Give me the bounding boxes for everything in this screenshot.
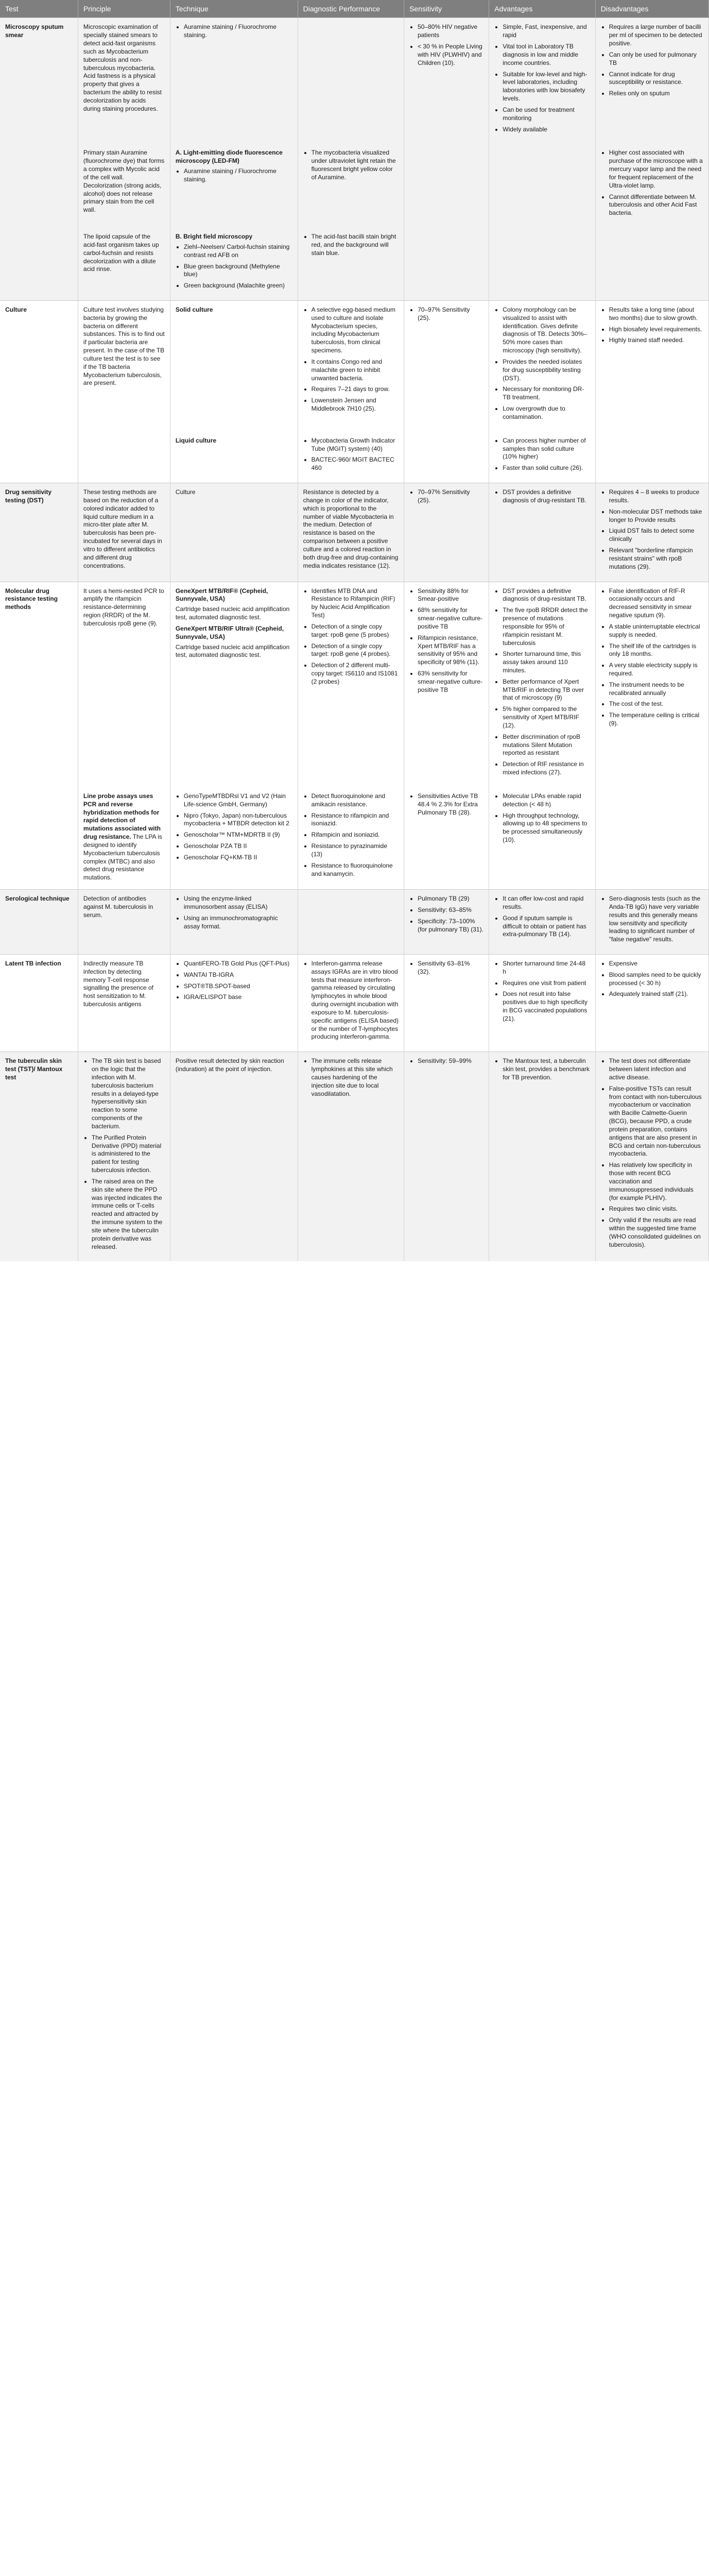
technique-item: • IGRA/ELISPOT base <box>184 993 292 1002</box>
cell-disadvantages <box>595 18 708 144</box>
cell-principle <box>78 432 170 483</box>
technique-list <box>176 167 292 184</box>
principle-bold: Line probe assays uses PCR and reverse hybridization methods for rapid detection of mutations associated with drug resistance. <box>83 792 161 841</box>
diagnostic-item: • The immune cells release lymphokines at this site which causes hardening of the injection site due to local vasodilatation. <box>312 1057 399 1098</box>
cell-sensitivity <box>404 955 489 1052</box>
sensitivity-item: • Specificity: 73–100% (for pulmonary TB) (31). <box>418 918 483 934</box>
cell-technique <box>170 890 298 955</box>
cell-diagnostic-performance <box>298 955 404 1052</box>
disadvantage-item: • Expensive <box>609 960 703 968</box>
advantage-list <box>494 306 590 421</box>
cell-principle <box>78 787 170 890</box>
principle-list <box>83 1057 165 1251</box>
cell-disadvantages <box>595 301 708 432</box>
header-principle: Principle <box>78 0 170 18</box>
technique-list <box>176 243 292 290</box>
advantage-item: • Good if sputum sample is difficult to obtain or patient has extra-pulmonary TB (14). <box>503 914 590 939</box>
sensitivity-item: • 70–97% Sensitivity (25). <box>418 488 483 505</box>
cell-test <box>0 144 78 228</box>
technique-block-heading: GeneXpert MTB/RIF® (Cepheid, Sunnyvale, USA) <box>175 587 268 603</box>
technique-list <box>176 792 292 862</box>
diagnostic-item: • BACTEC-960/ MGIT BACTEC 460 <box>312 456 399 472</box>
cell-advantages <box>489 483 595 582</box>
principle-text: Indirectly measure TB infection by detecting memory T-cell response signalling the presence of host sensitization to M. tuberculosis antigens <box>83 960 153 1008</box>
cell-sensitivity <box>404 144 489 228</box>
technique-item: • GenoTypeMTBDRsl V1 and V2 (Hain Life-science GmbH, Germany) <box>184 792 292 809</box>
diagnostic-item: • Lowenstein Jensen and Middlebrook 7H10 (25). <box>312 397 399 413</box>
diagnostic-item: • Detection of 2 different multi-copy target: IS6110 and IS1081 (2 probes) <box>312 662 399 686</box>
disadvantage-item: • Requires two clinic visits. <box>609 1205 703 1213</box>
table-row <box>0 582 709 787</box>
cell-principle <box>78 18 170 144</box>
sensitivity-item: • Pulmonary TB (29) <box>418 895 483 903</box>
cell-advantages <box>489 144 595 228</box>
sensitivity-list <box>409 587 483 694</box>
diagnostic-item: • Detection of a single copy target: rpoB gene (4 probes). <box>312 642 399 659</box>
sensitivity-item: • 50–80% HIV negative patients <box>418 23 483 40</box>
diagnostic-list <box>303 1057 399 1098</box>
cell-technique <box>170 301 298 432</box>
principle-text: It uses a hemi-nested PCR to amplify the rifampicin resistance-determining region (RRDR) of the M. tuberculosis rpoB gene (9). <box>83 587 164 627</box>
diagnostic-list <box>303 960 399 1041</box>
disadvantage-item: • The shelf life of the cartridges is only 18 months. <box>609 642 703 659</box>
cell-technique <box>170 144 298 228</box>
sensitivity-list <box>409 792 483 817</box>
technique-text: Positive result detected by skin reaction (induration) at the point of injection. <box>175 1057 284 1073</box>
table-header <box>0 0 709 18</box>
diagnostic-list <box>303 306 399 413</box>
disadvantage-item: • Cannot differentiate between M. tuberculosis and other Acid Fast bacteria. <box>609 193 703 217</box>
cell-advantages <box>489 432 595 483</box>
cell-test <box>0 787 78 890</box>
cell-sensitivity <box>404 18 489 144</box>
technique-item: • Using the enzyme-linked immunosorbent assay (ELISA) <box>184 895 292 911</box>
disadvantage-item: • The cost of the test. <box>609 700 703 708</box>
table-row <box>0 890 709 955</box>
technique-heading: B. Bright field microscopy <box>175 233 253 241</box>
diagnostic-item: • Resistance to rifampicin and isoniazid. <box>312 812 399 828</box>
cell-advantages <box>489 301 595 432</box>
sensitivity-list <box>409 306 483 323</box>
sensitivity-list <box>409 23 483 67</box>
tb-diagnostics-table <box>0 0 709 1261</box>
diagnostic-item: • Resistance to pyrazinamide (13) <box>312 842 399 859</box>
disadvantage-item: • False identification of RIF-R occasionally occurs and decreased sensitivity in smear negative sputum (9). <box>609 587 703 620</box>
header-disadvantages: Disadvantages <box>595 0 708 18</box>
header-advantages: Advantages <box>489 0 595 18</box>
cell-disadvantages <box>595 1052 708 1262</box>
cell-technique <box>170 955 298 1052</box>
sensitivity-item: • Sensitivity 63–81% (32). <box>418 960 483 976</box>
technique-list <box>176 960 292 1002</box>
advantage-item: • Better discrimination of rpoB mutations Silent Mutation reported as resistant <box>503 733 590 757</box>
principle-text: Detection of antibodies against M. tuberculosis in serum. <box>83 895 153 919</box>
table-row <box>0 955 709 1052</box>
cell-sensitivity <box>404 432 489 483</box>
sensitivity-list <box>409 488 483 505</box>
disadvantage-list <box>601 895 703 944</box>
cell-principle <box>78 228 170 300</box>
advantage-item: • Shorter turnaround time, this assay takes around 110 minutes. <box>503 650 590 674</box>
principle-rest: The LPA is designed to identify Mycobacterium tuberculosis complex (MTBC) and also detect drug resistance mutations. <box>83 833 162 882</box>
cell-technique <box>170 787 298 890</box>
technique-item: • Blue green background (Methylene blue) <box>184 263 292 279</box>
disadvantage-item: • Cannot indicate for drug susceptibility or resistance. <box>609 71 703 87</box>
diagnostic-item: • Requires 7–21 days to grow. <box>312 385 399 394</box>
advantage-item: • Can process higher number of samples than solid culture (10% higher) <box>503 437 590 461</box>
table-row <box>0 787 709 890</box>
technique-heading: Solid culture <box>175 306 213 313</box>
principle-text: Culture test involves studying bacteria by growing the bacteria on different substances. This is to find out if particular bacteria are present. In the case of the TB culture test the test is to see if the TB bacteria Mycobacterium tuberculosis, are present. <box>83 306 165 387</box>
diagnostic-item: • A selective egg-based medium used to culture and isolate Mycobacterium species, including Mycobacterium tuberculosis, from clinical specimens. <box>312 306 399 355</box>
disadvantage-item: • Only valid if the results are read within the suggested time frame (WHO consolidated guidelines on tuberculosis). <box>609 1216 703 1249</box>
table-row <box>0 1052 709 1262</box>
cell-advantages <box>489 890 595 955</box>
technique-item: • Green background (Malachite green) <box>184 282 292 290</box>
technique-item: • SPOT®TB.SPOT-based <box>184 982 292 991</box>
disadvantage-item: • Relevant "borderline rifampicin resistant strains" with rpoB mutations (29). <box>609 547 703 571</box>
advantage-list <box>494 895 590 939</box>
sensitivity-item: • Sensitivities Active TB 48.4 % 2.3% for Extra Pulmonary TB (28). <box>418 792 483 817</box>
cell-technique <box>170 1052 298 1262</box>
technique-list <box>176 895 292 930</box>
cell-test: Latent TB infection <box>0 955 78 1052</box>
cell-advantages <box>489 18 595 144</box>
advantage-item: • Colony morphology can be visualized to assist with identification. Gives definite diagnosis of TB. Detects 30%–50% more cases than microscopy (high sensitivity). <box>503 306 590 355</box>
advantage-item: • Does not result into false positives due to high specificity in BCG vaccinated populations (21). <box>503 990 590 1023</box>
diagnostic-item: • Detect fluoroquinolone and amikacin resistance. <box>312 792 399 809</box>
principle-item: • The TB skin test is based on the logic that the infection with M. tuberculosis bacterium results in a delayed-type hypersensitivity skin reaction to some components of the bacterium. <box>92 1057 165 1130</box>
advantage-item: • Better performance of Xpert MTB/RIF in detecting TB over that of microscopy (9) <box>503 678 590 702</box>
cell-principle <box>78 955 170 1052</box>
principle-item: • The Purified Protein Derivative (PPD) material is administered to the patient for testing tuberculosis infection. <box>92 1134 165 1175</box>
disadvantage-item: • False-positive TSTs can result from contact with non-tuberculous mycobacterium or vaccination with Bacille Calmette-Guerin (BCG), because PPD, a crude protein preparation, contains antigens that are also present in BCG and certain non-tuberculous mycobacteria. <box>609 1085 703 1158</box>
technique-item: • Ziehl–Neelsen/ Carbol-fuchsin staining contrast red AFB on <box>184 243 292 260</box>
principle-item: • The raised area on the skin site where the PPD was injected indicates the immune cells or T-cells reacted and attracted by the immune system to the site where the tuberculin protein derivative was released. <box>92 1178 165 1251</box>
diagnostic-list <box>303 437 399 472</box>
technique-item: • QuantiFERO-TB Gold Plus (QFT-Plus) <box>184 960 292 968</box>
advantage-list <box>494 960 590 1023</box>
cell-principle <box>78 582 170 787</box>
disadvantage-item: • Non-molecular DST methods take longer to Provide results <box>609 508 703 524</box>
cell-sensitivity <box>404 1052 489 1262</box>
sensitivity-item: • Sensitivity 88% for Smear-positive <box>418 587 483 604</box>
technique-list <box>176 23 292 40</box>
disadvantage-item: • High biosafety level requirements. <box>609 326 703 334</box>
diagnostic-item: • Detection of a single copy target: rpoB gene (5 probes) <box>312 623 399 639</box>
technique-item: • Auramine staining / Fluorochrome staining. <box>184 167 292 184</box>
cell-diagnostic-performance <box>298 890 404 955</box>
technique-item: • Genoscholar PZA TB II <box>184 842 292 851</box>
header-test: Test <box>0 0 78 18</box>
technique-block-heading: GeneXpert MTB/RIF Ultra® (Cepheid, Sunnyvale, USA) <box>175 624 284 640</box>
cell-technique <box>170 228 298 300</box>
sensitivity-item: • 63% sensitivity for smear-negative culture-positive TB <box>418 670 483 694</box>
sensitivity-list <box>409 1057 483 1065</box>
diagnostic-item: • Identifies MTB DNA and Resistance to Rifampicin (RIF) by Nucleic Acid Amplification Test) <box>312 587 399 620</box>
cell-diagnostic-performance <box>298 144 404 228</box>
advantage-item: • Molecular LPAs enable rapid detection (< 48 h) <box>503 792 590 809</box>
technique-item: • Auramine staining / Fluorochrome staining. <box>184 23 292 40</box>
disadvantage-item: • A very stable electricity supply is required. <box>609 662 703 678</box>
sensitivity-list <box>409 895 483 934</box>
advantage-list <box>494 437 590 472</box>
cell-test <box>0 432 78 483</box>
advantage-item: • Suitable for low-level and high-level laboratories, including laboratories with low biosafety levels. <box>503 71 590 103</box>
diagnostic-list <box>303 587 399 686</box>
cell-advantages <box>489 955 595 1052</box>
table-body <box>0 18 709 1261</box>
disadvantage-item: • The temperature ceiling is critical (9). <box>609 711 703 728</box>
disadvantage-list <box>601 23 703 98</box>
cell-disadvantages <box>595 955 708 1052</box>
cell-disadvantages <box>595 483 708 582</box>
disadvantage-item: • Highly trained staff needed. <box>609 336 703 345</box>
cell-sensitivity <box>404 582 489 787</box>
table-row <box>0 18 709 144</box>
cell-disadvantages <box>595 582 708 787</box>
technique-text: Culture <box>175 488 196 496</box>
cell-technique <box>170 18 298 144</box>
disadvantage-list <box>601 306 703 345</box>
technique-heading: Liquid culture <box>175 436 217 444</box>
header-sensitivity: Sensitivity <box>404 0 489 18</box>
principle-text: Primary stain Auramine (fluorochrome dye) that forms a complex with Mycolic acid of the cell wall. Decolorization (strong acids, alcohol) does not release primary stain from the cell wall. <box>83 149 165 214</box>
cell-technique <box>170 432 298 483</box>
diagnostic-text: Resistance is detected by a change in color of the indicator, which is proportional to the number of viable Mycobacteria in the medium. Detection of resistance is based on the comparison between a positive culture and a colored reaction in both drug-free and drug-containing media indicates resistance (12). <box>303 488 399 569</box>
cell-principle <box>78 144 170 228</box>
cell-test: Culture <box>0 301 78 432</box>
cell-technique <box>170 483 298 582</box>
cell-disadvantages <box>595 432 708 483</box>
advantage-list <box>494 792 590 844</box>
cell-test: Molecular drug resistance testing methods <box>0 582 78 787</box>
disadvantage-list <box>601 149 703 217</box>
cell-sensitivity <box>404 890 489 955</box>
cell-test: Serological technique <box>0 890 78 955</box>
advantage-item: • Provides the needed isolates for drug susceptibility testing (DST). <box>503 358 590 382</box>
cell-disadvantages <box>595 890 708 955</box>
technique-item: • Nipro (Tokyo, Japan) non-tuberculous mycobacteria + MTBDR detection kit 2 <box>184 812 292 828</box>
diagnostic-item: • The mycobacteria visualized under ultraviolet light retain the fluorescent bright yellow color of Auramine. <box>312 149 399 181</box>
table-row <box>0 432 709 483</box>
advantage-item: • Low overgrowth due to contamination. <box>503 405 590 421</box>
sensitivity-item: • Rifampicin resistance, Xpert MTB/RIF has a sensitivity of 95% and specificity of 98% (11). <box>418 634 483 667</box>
diagnostic-list <box>303 233 399 257</box>
cell-sensitivity <box>404 483 489 582</box>
disadvantage-list <box>601 587 703 728</box>
disadvantage-item: • Blood samples need to be quickly processed (< 30 h) <box>609 971 703 988</box>
cell-sensitivity <box>404 228 489 300</box>
comparison-table-wrapper <box>0 0 709 1261</box>
cell-diagnostic-performance <box>298 1052 404 1262</box>
disadvantage-item: • Requires 4 – 8 weeks to produce results. <box>609 488 703 505</box>
advantage-item: • DST provides a definitive diagnosis of drug-resistant TB. <box>503 587 590 604</box>
cell-principle <box>78 301 170 432</box>
technique-item: • Genoscholar FQ+KM-TB II <box>184 854 292 862</box>
sensitivity-item: • 70–97% Sensitivity (25). <box>418 306 483 323</box>
advantage-item: • Vital tool in Laboratory TB diagnosis in low and middle income countries. <box>503 43 590 67</box>
sensitivity-item: • < 30 % in People Living with HIV (PLWHIV) and Children (10). <box>418 43 483 67</box>
disadvantage-item: • Sero-diagnosis tests (such as the Anda-TB IgG) have very variable results and this generally means low sensitivity and specificity leading to significant number of "false negative" results. <box>609 895 703 944</box>
technique-item: • WANTAI TB-IGRA <box>184 971 292 979</box>
cell-disadvantages <box>595 787 708 890</box>
table-row <box>0 144 709 228</box>
cell-principle <box>78 890 170 955</box>
disadvantage-item: • Adequately trained staff (21). <box>609 990 703 998</box>
table-row <box>0 483 709 582</box>
cell-diagnostic-performance <box>298 18 404 144</box>
header-diagnostic-performance: Diagnostic Performance <box>298 0 404 18</box>
cell-disadvantages <box>595 228 708 300</box>
advantage-item: • Necessary for monitoring DR-TB treatment. <box>503 385 590 402</box>
cell-diagnostic-performance <box>298 301 404 432</box>
cell-test: Drug sensitivity testing (DST) <box>0 483 78 582</box>
principle-text: The lipoid capsule of the acid-fast organism takes up carbol-fuchsin and resists decolorization with a dilute acid rinse. <box>83 233 159 273</box>
sensitivity-item: • Sensitivity: 63–85% <box>418 906 483 914</box>
cell-sensitivity <box>404 301 489 432</box>
advantage-item: • Widely available <box>503 126 590 134</box>
advantage-list <box>494 1057 590 1081</box>
disadvantage-item: • A stable uninterruptable electrical supply is needed. <box>609 623 703 639</box>
diagnostic-list <box>303 149 399 181</box>
cell-diagnostic-performance <box>298 582 404 787</box>
diagnostic-list <box>303 792 399 878</box>
cell-disadvantages <box>595 144 708 228</box>
diagnostic-item: • Mycobacteria Growth Indicator Tube (MGIT) system) (40) <box>312 437 399 453</box>
advantage-item: • Faster than solid culture (26). <box>503 464 590 472</box>
cell-test: The tuberculin skin test (TST)/ Mantoux test <box>0 1052 78 1262</box>
advantage-list <box>494 587 590 777</box>
technique-block-text: Cartridge based nucleic acid amplification test, automated diagnostic test. <box>175 605 290 621</box>
advantage-item: • Simple, Fast, inexpensive, and rapid <box>503 23 590 40</box>
disadvantage-item: • The instrument needs to be recalibrated annually <box>609 681 703 698</box>
technique-heading: A. Light-emitting diode fluorescence microscopy (LED-FM) <box>175 149 283 165</box>
diagnostic-item: • It contains Congo red and malachite green to inhibit unwanted bacteria. <box>312 358 399 382</box>
advantage-item: • High throughput technology, allowing up to 48 specimens to be processed simultaneously (10). <box>503 812 590 844</box>
cell-principle <box>78 1052 170 1262</box>
advantage-item: • Detection of RIF resistance in mixed infections (27). <box>503 760 590 777</box>
advantage-item: • The Mantoux test, a tuberculin skin test, provides a benchmark for TB prevention. <box>503 1057 590 1081</box>
disadvantage-list <box>601 960 703 998</box>
cell-principle <box>78 483 170 582</box>
disadvantage-item: • Relies only on sputum <box>609 90 703 98</box>
cell-diagnostic-performance <box>298 483 404 582</box>
advantage-item: • The five rpoB RRDR detect the presence of mutations responsible for 95% of rifampicin resistant M. tuberculosis <box>503 606 590 647</box>
advantage-list <box>494 488 590 505</box>
principle-text: Microscopic examination of specially stained smears to detect acid-fast organisms such as Mycobacterium tuberculosis and non-tuberculous mycobacteria. Acid fastness is a physical property that gives a bacterium the ability to resist decolorization by acids during staining procedures. <box>83 23 162 112</box>
cell-test <box>0 228 78 300</box>
table-row <box>0 301 709 432</box>
disadvantage-item: • Can only be used for pulmonary TB <box>609 51 703 67</box>
cell-test: Microscopy sputum smear <box>0 18 78 144</box>
sensitivity-item: • 68% sensitivity for smear-negative culture-positive TB <box>418 606 483 631</box>
disadvantage-list <box>601 488 703 571</box>
advantage-item: • 5% higher compared to the sensitivity of Xpert MTB/RIF (12). <box>503 705 590 730</box>
advantage-item: • Requires one visit from patient <box>503 979 590 988</box>
cell-technique <box>170 582 298 787</box>
table-row <box>0 228 709 300</box>
cell-advantages <box>489 582 595 787</box>
sensitivity-item: • Sensitivity: 59–99% <box>418 1057 483 1065</box>
diagnostic-item: • Interferon-gamma release assays IGRAs are in vitro blood tests that measure interferon-gamma released by circulating lymphocytes in whole blood during overnight incubation with exposure to M. tuberculosis-specific antigens (ELISA based) or the number of T-lymphocytes producing interferon-gamma. <box>312 960 399 1041</box>
disadvantage-item: • Liquid DST fails to detect some clinically <box>609 527 703 544</box>
cell-diagnostic-performance <box>298 228 404 300</box>
header-row <box>0 0 709 18</box>
cell-advantages <box>489 787 595 890</box>
technique-item: • Using an immunochromatographic assay format. <box>184 914 292 931</box>
advantage-item: • Shorter turnaround time 24-48 h <box>503 960 590 976</box>
disadvantage-list <box>601 1057 703 1249</box>
technique-block-text: Cartridge based nucleic acid amplification test, automated diagnostic test. <box>175 643 290 659</box>
advantage-item: • DST provides a definitive diagnosis of drug-resistant TB. <box>503 488 590 505</box>
header-technique: Technique <box>170 0 298 18</box>
disadvantage-item: • Results take a long time (about two months) due to slow growth. <box>609 306 703 323</box>
disadvantage-item: • Requires a large number of bacilli per ml of specimen to be detected positive. <box>609 23 703 47</box>
cell-diagnostic-performance <box>298 432 404 483</box>
advantage-item: • It can offer low-cost and rapid results. <box>503 895 590 911</box>
diagnostic-item: • Resistance to fluoroquinolone and kanamycin. <box>312 862 399 878</box>
advantage-list <box>494 23 590 133</box>
cell-sensitivity <box>404 787 489 890</box>
principle-text: These testing methods are based on the reduction of a colored indicator added to liquid culture medium in a micro-titer plate after M. tuberculosis has been pre-incubated for several days in vitro to different antibiotics and different drug concentrations. <box>83 488 162 569</box>
sensitivity-list <box>409 960 483 976</box>
disadvantage-item: • Has relatively low specificity in those with recent BCG vaccination and immunosuppressed individuals (for example PLHIV). <box>609 1161 703 1202</box>
technique-item: • Genoscholar™ NTM+MDRTB II (9) <box>184 831 292 839</box>
cell-advantages <box>489 228 595 300</box>
diagnostic-item: • Rifampicin and isoniazid. <box>312 831 399 839</box>
advantage-item: • Can be used for treatment monitoring <box>503 106 590 123</box>
disadvantage-item: • The test does not differentiate between latent infection and active disease. <box>609 1057 703 1081</box>
diagnostic-item: • The acid-fast bacilli stain bright red, and the background will stain blue. <box>312 233 399 257</box>
disadvantage-item: • Higher cost associated with purchase of the microscope with a mercury vapor lamp and the need for frequent replacement of the Ultra-violet lamp. <box>609 149 703 190</box>
cell-advantages <box>489 1052 595 1262</box>
cell-diagnostic-performance <box>298 787 404 890</box>
